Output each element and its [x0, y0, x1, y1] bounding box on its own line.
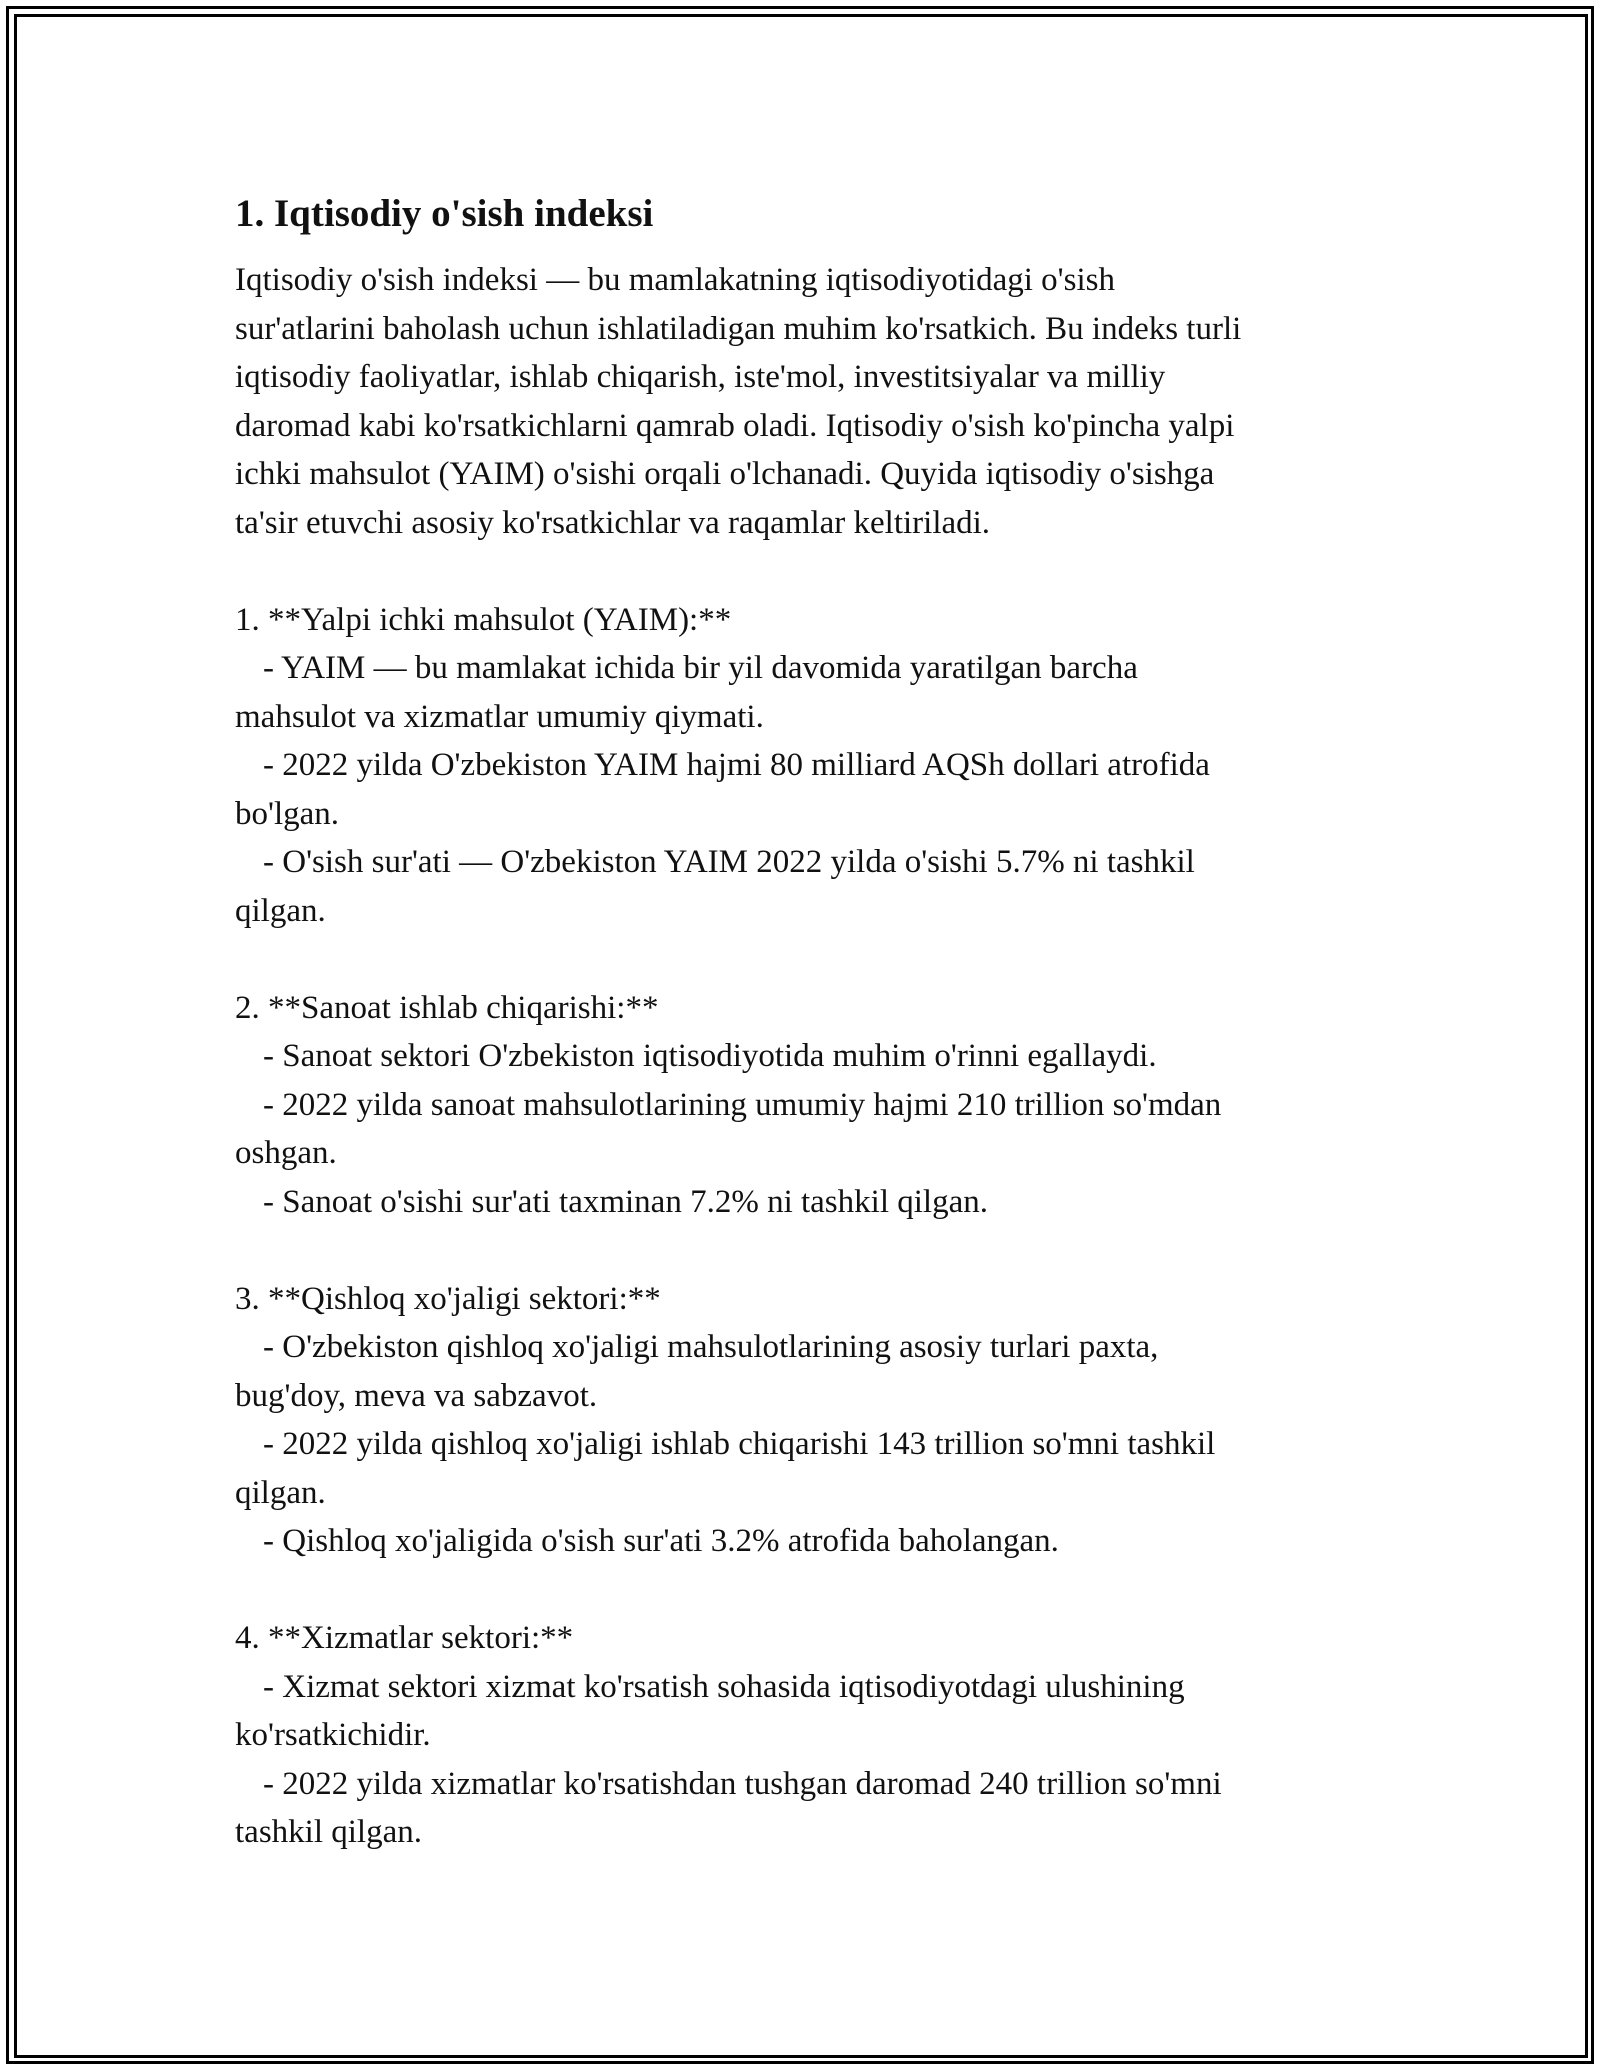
bullet-continuation: ko'rsatkichidir.: [235, 1717, 431, 1753]
bullet-continuation: mahsulot va xizmatlar umumiy qiymati.: [235, 698, 764, 735]
bullet-line: - Qishloq xo'jaligida o'sish sur'ati 3.2% atrofida baholangan.: [263, 1523, 1059, 1559]
document-title: 1. Iqtisodiy o'sish indeksi: [235, 192, 654, 235]
section-agriculture: [235, 1275, 1375, 1566]
bullet-continuation: bug'doy, meva va sabzavot.: [235, 1377, 598, 1414]
section-heading: 2. **Sanoat ishlab chiqarishi:**: [235, 989, 659, 1026]
bullet-continuation: oshgan.: [235, 1135, 337, 1171]
spacer: [235, 935, 1375, 984]
section-heading: 4. **Xizmatlar sektori:**: [235, 1620, 574, 1656]
intro-line: iqtisodiy faoliyatlar, ishlab chiqarish, iste'mol, investitsiyalar va milliy: [235, 359, 1166, 395]
spacer: [235, 1226, 1375, 1275]
spacer: [235, 1566, 1375, 1615]
section-heading: 3. **Qishloq xo'jaligi sektori:**: [235, 1280, 661, 1317]
bullet-line: - O'zbekiston qishloq xo'jaligi mahsulotlarining asosiy turlari paxta,: [263, 1329, 1159, 1365]
spacer: [235, 547, 1375, 596]
section-gdp: [235, 596, 1375, 936]
bullet-line: - 2022 yilda qishloq xo'jaligi ishlab chiqarishi 143 trillion so'mni tashkil: [263, 1426, 1216, 1462]
bullet-line: - YAIM — bu mamlakat ichida bir yil davomida yaratilgan barcha: [263, 650, 1138, 686]
intro-paragraph: [235, 256, 1375, 547]
bullet-continuation: qilgan.: [235, 892, 326, 929]
intro-line: ichki mahsulot (YAIM) o'sishi orqali o'lchanadi. Quyida iqtisodiy o'sishga: [235, 456, 1215, 492]
section-industry: [235, 984, 1375, 1227]
document-body: [235, 186, 1375, 1857]
bullet-continuation: qilgan.: [235, 1474, 326, 1511]
bullet-continuation: bo'lgan.: [235, 795, 340, 832]
section-services: [235, 1614, 1375, 1857]
bullet-line: - 2022 yilda sanoat mahsulotlarining umumiy hajmi 210 trillion so'mdan: [263, 1086, 1222, 1123]
intro-line: daromad kabi ko'rsatkichlarni qamrab oladi. Iqtisodiy o'sish ko'pincha yalpi: [235, 407, 1235, 444]
intro-line: Iqtisodiy o'sish indeksi — bu mamlakatning iqtisodiyotidagi o'sish: [235, 262, 1115, 298]
bullet-line: - Sanoat sektori O'zbekiston iqtisodiyotida muhim o'rinni egallaydi.: [263, 1038, 1157, 1074]
bullet-line: - 2022 yilda xizmatlar ko'rsatishdan tushgan daromad 240 trillion so'mni: [263, 1765, 1222, 1802]
bullet-line: - O'sish sur'ati — O'zbekiston YAIM 2022 yilda o'sishi 5.7% ni tashkil: [263, 844, 1195, 880]
bullet-line: - 2022 yilda O'zbekiston YAIM hajmi 80 milliard AQSh dollari atrofida: [263, 747, 1210, 783]
bullet-line: - Sanoat o'sishi sur'ati taxminan 7.2% ni tashkil qilgan.: [263, 1183, 988, 1220]
bullet-continuation: tashkil qilgan.: [235, 1814, 422, 1850]
intro-line: ta'sir etuvchi asosiy ko'rsatkichlar va raqamlar keltiriladi.: [235, 504, 991, 541]
bullet-line: - Xizmat sektori xizmat ko'rsatish sohasida iqtisodiyotdagi ulushining: [263, 1668, 1185, 1705]
intro-line: sur'atlarini baholash uchun ishlatiladigan muhim ko'rsatkich. Bu indeks turli: [235, 310, 1242, 347]
section-heading: 1. **Yalpi ichki mahsulot (YAIM):**: [235, 601, 732, 638]
